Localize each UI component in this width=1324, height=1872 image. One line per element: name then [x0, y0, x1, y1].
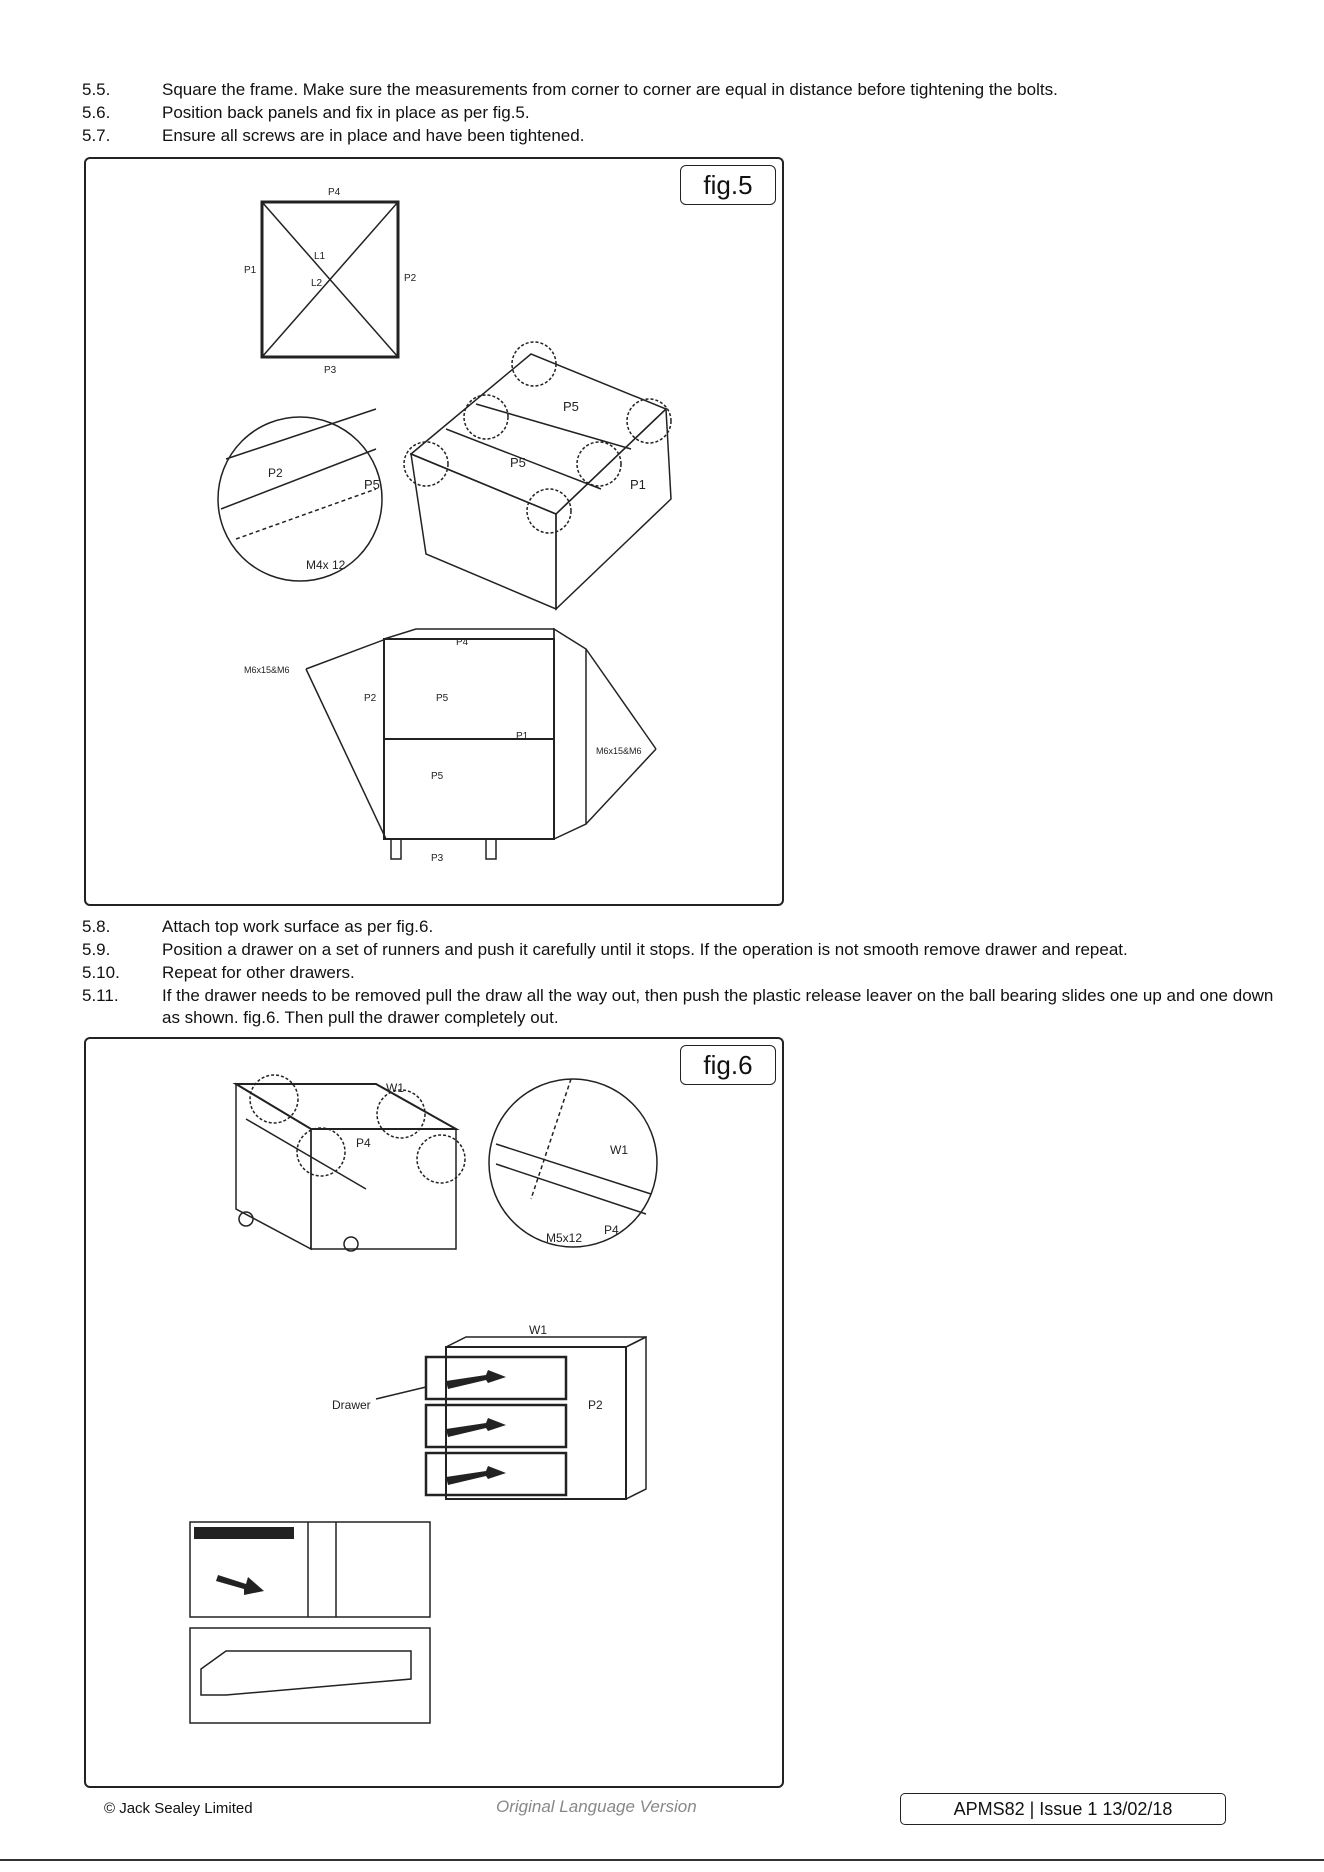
step-number: 5.10. — [82, 963, 120, 982]
label-m5x12: M5x12 — [546, 1231, 583, 1245]
figure-5 — [84, 157, 784, 906]
step-text: Position a drawer on a set of runners and push it carefully until it stops. If the operation is not smooth remove drawer and repeat. — [162, 940, 1128, 959]
step-text: If the drawer needs to be removed pull the draw all the way out, then push the plastic release leaver on the ball bearing slides one up and one down as shown. fig.6. Then pull the drawer completely out. — [162, 986, 1274, 1027]
label-l2: L2 — [311, 278, 323, 289]
label-p5-top: P5 — [563, 399, 579, 414]
label-p2-front: P2 — [364, 693, 377, 704]
step-number: 5.7. — [82, 126, 111, 145]
label-p4: P4 — [328, 187, 341, 198]
label-p5-mid: P5 — [510, 455, 526, 470]
step-number: 5.6. — [82, 103, 111, 122]
bottom-rule — [0, 1859, 1324, 1861]
step-text: Ensure all screws are in place and have been tightened. — [162, 126, 585, 145]
label-w1-detail: W1 — [610, 1143, 628, 1157]
step-number: 5.11. — [82, 986, 119, 1005]
step-5-8 — [82, 916, 1282, 938]
label-p3: P3 — [324, 365, 337, 376]
step-number: 5.9. — [82, 940, 111, 959]
footer-language: Original Language Version — [496, 1797, 697, 1816]
step-text: Attach top work surface as per fig.6. — [162, 917, 434, 936]
label-p4-top: P4 — [356, 1136, 371, 1150]
step-5-7 — [82, 125, 1282, 147]
label-m6-left: M6x15&M6 — [244, 665, 290, 675]
label-drawer: Drawer — [332, 1398, 371, 1412]
label-p1: P1 — [244, 265, 257, 276]
label-m4x12: M4x 12 — [306, 558, 346, 572]
label-p4-front: P4 — [456, 637, 469, 648]
figure-5-illustration — [86, 159, 782, 904]
label-p1-front: P1 — [516, 731, 529, 742]
label-p5-front-bottom: P5 — [431, 771, 444, 782]
footer-doc-ref: APMS82 | Issue 1 13/02/18 — [900, 1793, 1226, 1825]
label-p5-detail: P5 — [364, 477, 380, 492]
label-m6-right: M6x15&M6 — [596, 746, 642, 756]
label-p2-detail: P2 — [268, 466, 283, 480]
step-5-9 — [82, 939, 1282, 961]
label-p5-front-top: P5 — [436, 693, 449, 704]
label-p2-drawer: P2 — [588, 1398, 603, 1412]
step-text: Position back panels and fix in place as per fig.5. — [162, 103, 530, 122]
label-p2: P2 — [404, 273, 417, 284]
step-5-6 — [82, 102, 1282, 124]
label-p3-front: P3 — [431, 853, 444, 864]
step-number: 5.8. — [82, 917, 111, 936]
step-number: 5.5. — [82, 80, 111, 99]
step-5-11 — [82, 985, 1282, 1029]
label-p1-top: P1 — [630, 477, 646, 492]
footer-copyright: © Jack Sealey Limited — [104, 1800, 253, 1817]
figure-6 — [84, 1037, 784, 1788]
step-text: Repeat for other drawers. — [162, 963, 355, 982]
label-l1: L1 — [314, 251, 326, 262]
step-text: Square the frame. Make sure the measurements from corner to corner are equal in distance before tightening the bolts. — [162, 80, 1058, 99]
figure-5-tag: fig.5 — [680, 165, 776, 205]
step-5-5 — [82, 79, 1282, 101]
figure-6-illustration — [86, 1039, 782, 1786]
figure-6-tag: fig.6 — [680, 1045, 776, 1085]
label-p4-detail: P4 — [604, 1223, 619, 1237]
label-w1-top: W1 — [386, 1081, 404, 1095]
label-w1-drawer: W1 — [529, 1323, 547, 1337]
step-5-10 — [82, 962, 1282, 984]
